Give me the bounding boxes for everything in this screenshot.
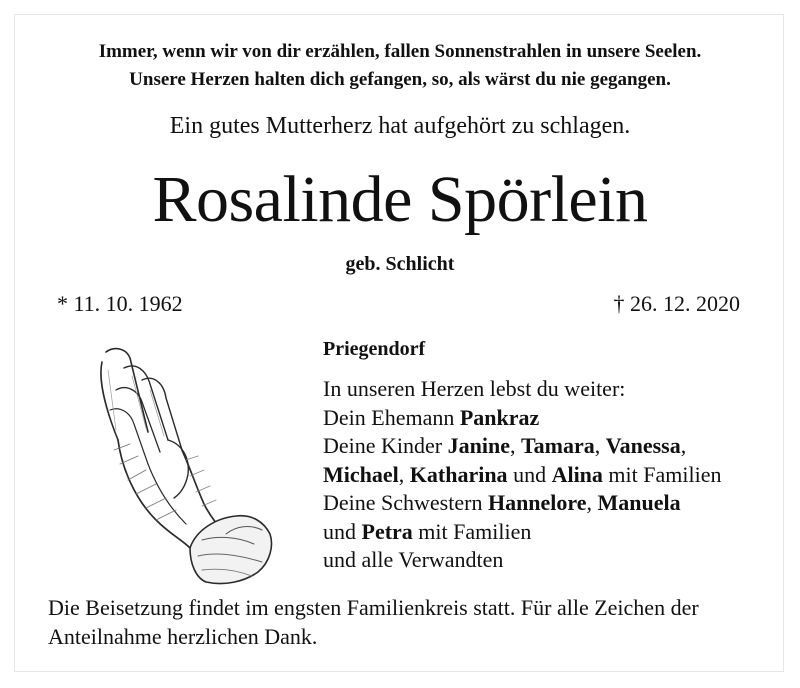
child-name: Michael <box>323 461 399 487</box>
sister-name: Hannelore <box>487 490 587 515</box>
closing-text: Die Beisetzung findet im engsten Familienkreis statt. Für alle Zeichen der Anteilnahme herzlichen Dank. <box>48 595 699 649</box>
mourners-lead: In unseren Herzen lebst du weiter: <box>323 376 626 401</box>
separator: , <box>594 433 606 458</box>
mourners-list <box>323 375 783 575</box>
separator: , <box>586 490 598 515</box>
death-date: † 26. 12. 2020 <box>613 291 740 316</box>
child-name: Vanessa <box>605 433 681 458</box>
poem-line-1: Immer, wenn wir von dir erzählen, fallen Sonnenstrahlen in unsere Seelen. <box>98 41 702 62</box>
separator: , <box>509 433 521 458</box>
mourners-sisters-line <box>323 489 783 518</box>
child-name: Alina <box>551 461 603 487</box>
families-suffix: mit Familien <box>602 461 722 487</box>
sister-name: Petra <box>361 518 413 544</box>
poem-line-2: Unsere Herzen halten dich gefangen, so, als wärst du nie gegangen. <box>129 69 671 90</box>
child-name: Janine <box>447 433 510 458</box>
intro-line: Ein gutes Mutterherz hat aufgehört zu schlagen. <box>169 113 631 139</box>
husband-prefix: Dein Ehemann <box>323 404 460 430</box>
birth-date: * 11. 10. 1962 <box>57 291 183 316</box>
children-prefix: Deine Kinder <box>323 433 448 458</box>
child-name: Tamara <box>520 433 595 458</box>
separator: , <box>680 433 687 458</box>
conjunction: und <box>323 518 362 544</box>
place-name: Priegendorf <box>323 338 426 360</box>
conjunction: und <box>507 461 552 487</box>
mourners-relatives: und alle Verwandten <box>323 547 504 572</box>
sisters-prefix: Deine Schwestern <box>323 490 488 515</box>
deceased-name: Rosalinde Spörlein <box>152 163 648 236</box>
praying-hands-icon <box>86 340 276 590</box>
mourners-children-line-2 <box>323 461 783 490</box>
mourners-sisters-line-2 <box>323 518 783 547</box>
sister-name: Manuela <box>597 490 681 515</box>
mourners-husband-line <box>323 404 783 433</box>
child-name: Katharina <box>409 461 508 487</box>
mourners-children-line <box>323 432 783 461</box>
families-suffix: mit Familien <box>412 518 532 544</box>
maiden-name: geb. Schlicht <box>345 253 455 275</box>
separator: , <box>398 461 410 487</box>
husband-name: Pankraz <box>459 404 540 430</box>
